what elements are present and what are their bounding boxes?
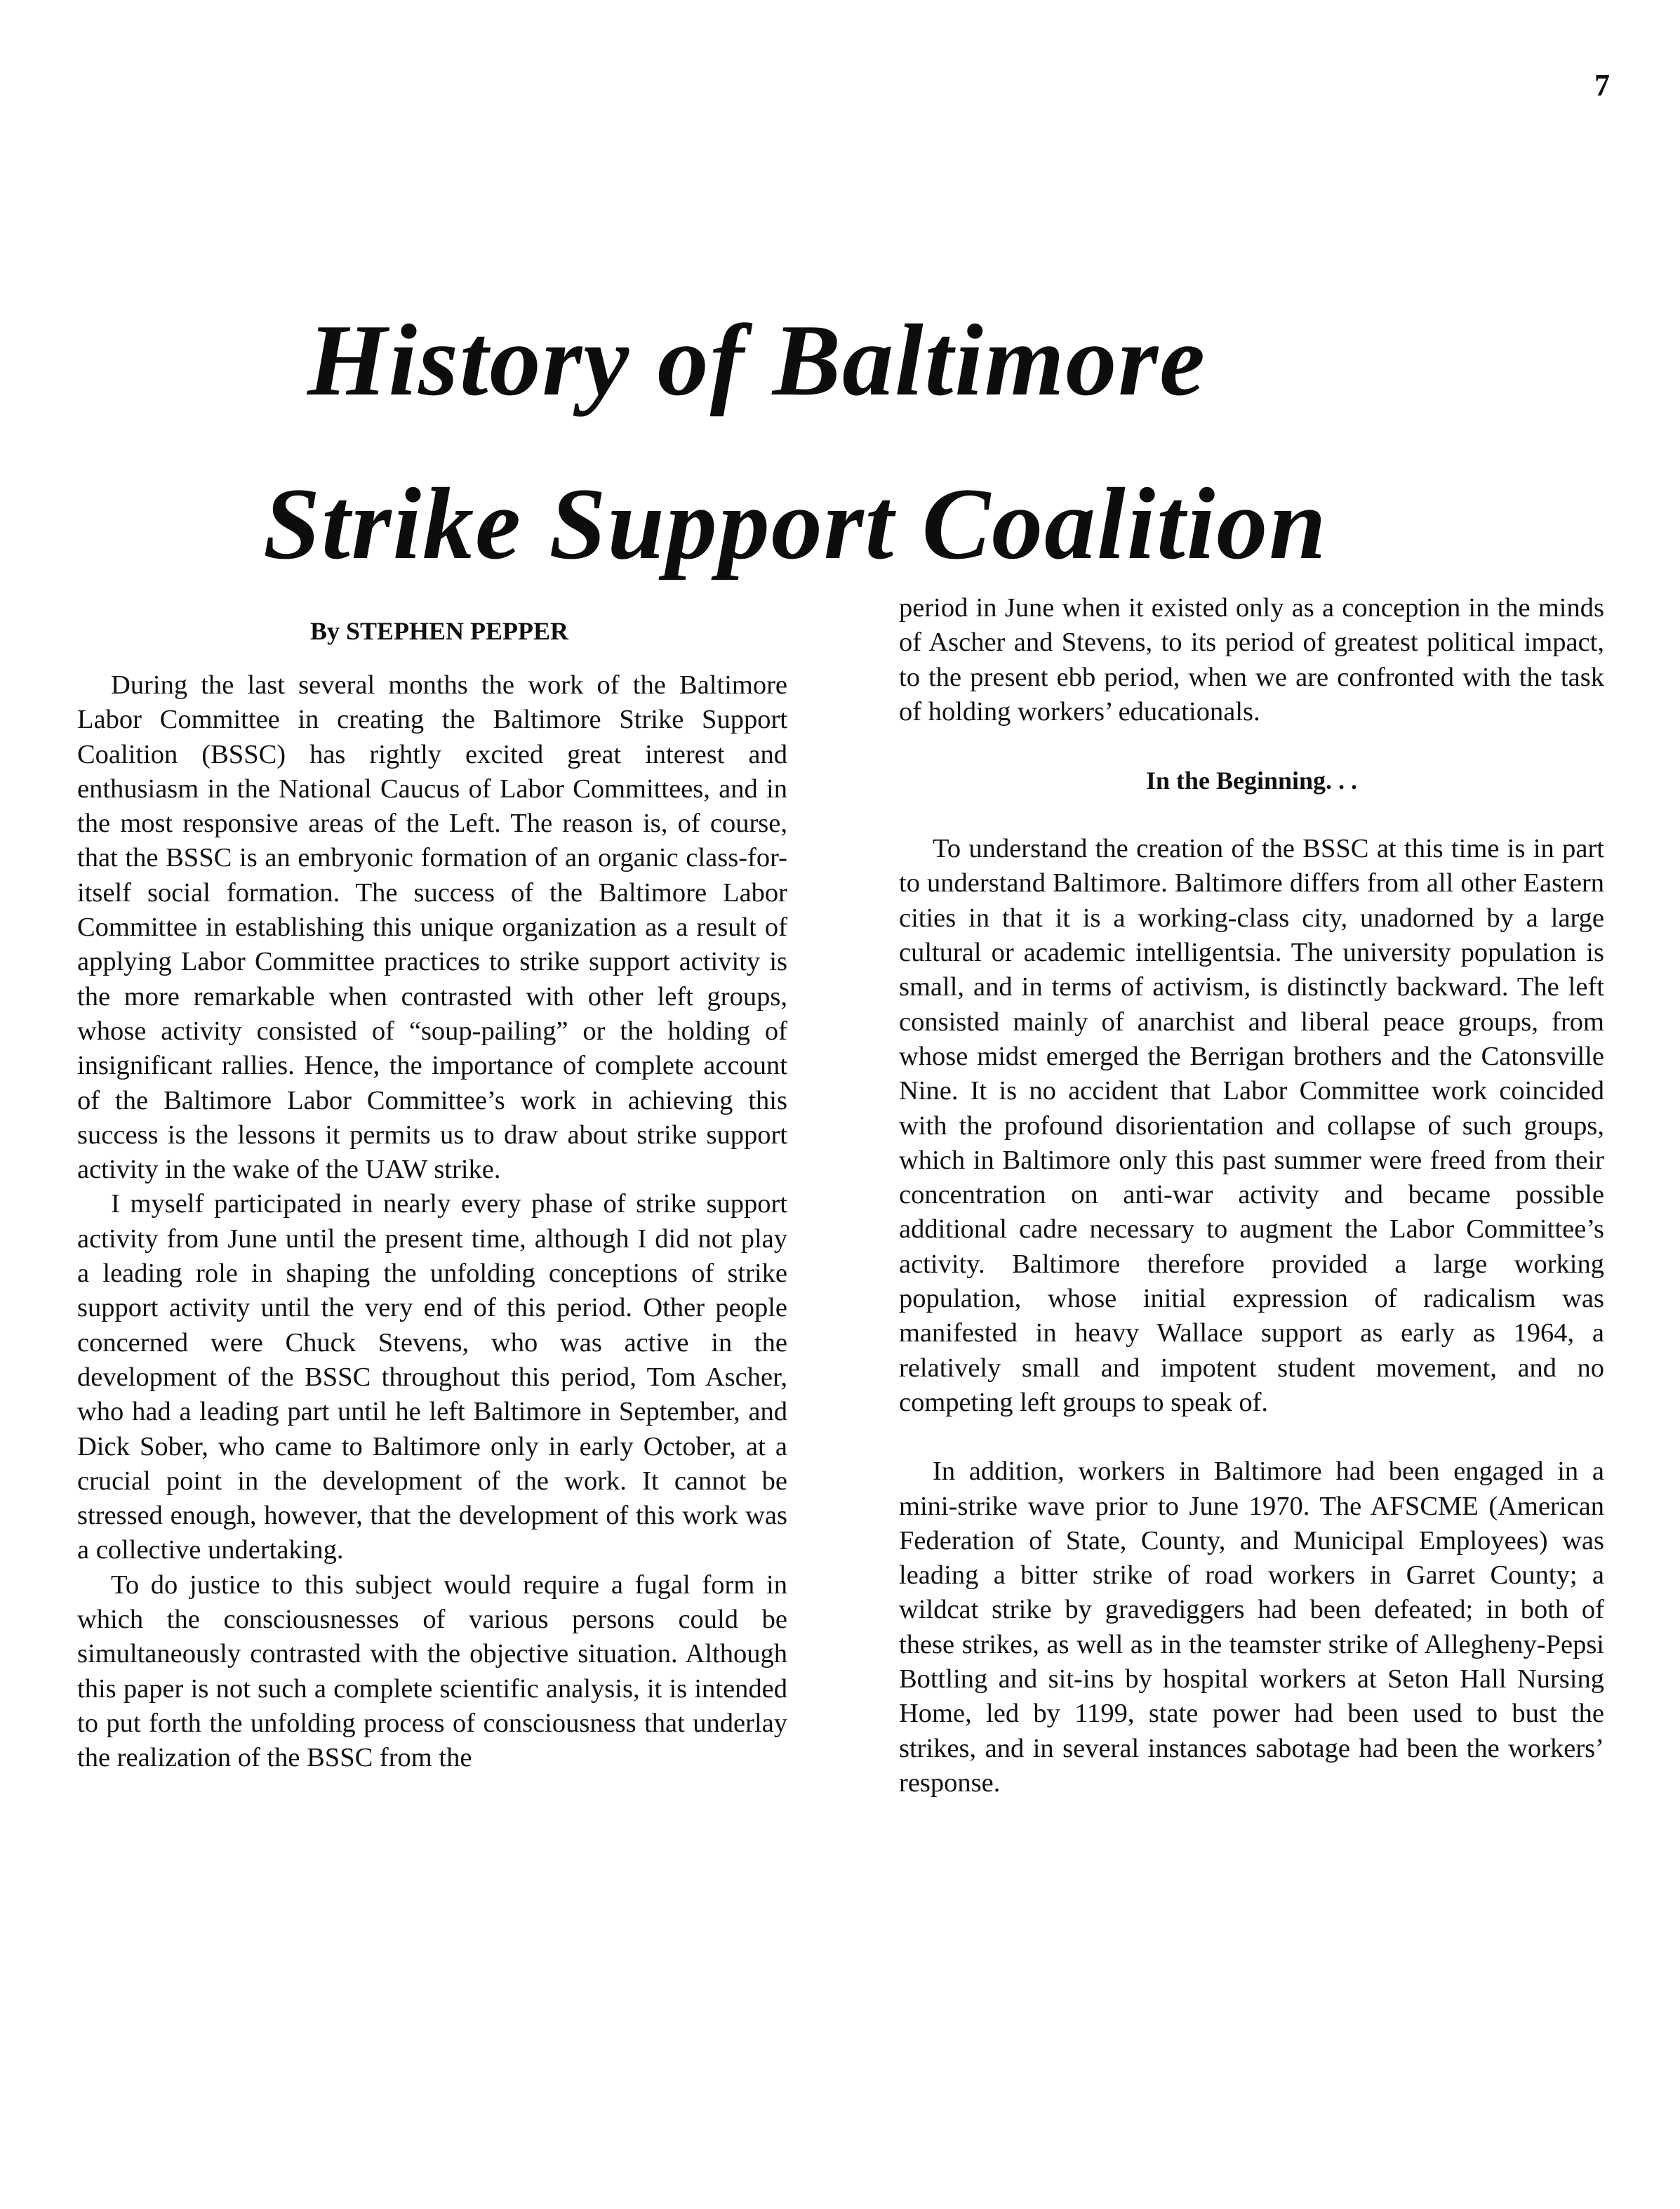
paragraph-continuation: period in June when it existed only as a conception in the minds of Ascher and Stevens, to its period of greatest political impact, to the present ebb period, when we are confronted with the task of holding workers’ educationals.	[899, 593, 1604, 727]
article-title-line-1: History of Baltimore	[307, 303, 1206, 417]
section-heading: In the Beginning. . .	[1145, 767, 1358, 795]
paragraph: During the last several months the work of the Baltimore Labor Committee in creating the Baltimore Strike Support Coalition (BSSC) has rightly excited great interest and enthusiasm in the National Caucus of Labor Committees, and in the most responsive areas of the Left. The reason is, of course, that the BSSC is an embryonic formation of an organic class-for-itself social formation. The success of the Baltimore Labor Committee in establishing this unique organization as a result of applying Labor Committee practices to strike support activity is the more remarkable when contrasted with other left groups, whose activity consisted of “soup-pailing” or the holding of insignificant rallies. Hence, the importance of complete account of the Baltimore Labor Committee’s work in achieving this success is the lessons it permits us to draw about strike support activity in the wake of the UAW strike.	[77, 670, 787, 1185]
paragraph: In addition, workers in Baltimore had been engaged in a mini-strike wave prior to June 1970. The AFSCME (American Federation of State, County, and Municipal Employees) was leading a bitter strike of road workers in Garret County; a wildcat strike by gravediggers had been defeated; in both of these strikes, as well as in the teamster strike of Allegheny-Pepsi Bottling and sit-ins by hospital workers at Seton Hall Nursing Home, led by 1199, state power had been used to bust the strikes, and in several instances sabotage had been the workers’ response.	[899, 1457, 1604, 1798]
article-title-line-2: Strike Support Coalition	[263, 466, 1328, 581]
right-column	[899, 591, 1604, 1800]
paragraph: I myself participated in nearly every phase of strike support activity from June until the present time, although I did not play a leading role in shaping the unfolding conceptions of strike support activity until the very end of this period. Other people concerned were Chuck Stevens, who was active in the development of the BSSC throughout this period, Tom Ascher, who had a leading part until he left Baltimore in September, and Dick Sober, who came to Baltimore only in early October, at a crucial point in the development of the work. It cannot be stressed enough, however, that the development of this work was a collective undertaking.	[77, 1189, 787, 1565]
byline: By STEPHEN PEPPER	[309, 617, 569, 645]
left-column	[77, 613, 787, 1776]
paragraph: To do justice to this subject would require a fugal form in which the consciousnesses of various persons could be simultaneously contrasted with the objective situation. Although this paper is not such a complete scientific analysis, it is intended to put forth the unfolding process of consciousness that underlay the realization of the BSSC from the	[77, 1570, 787, 1773]
paragraph: To understand the creation of the BSSC at this time is in part to understand Baltimore. Baltimore differs from all other Eastern cities in that it is a working-class city, unadorned by a large cultural or academic intelligentsia. The university population is small, and in terms of activism, is distinctly backward. The left consisted mainly of anarchist and liberal peace groups, from whose midst emerged the Berrigan brothers and the Catonsville Nine. It is no accident that Labor Committee work coincided with the profound disorientation and collapse of such groups, which in Baltimore only this past summer were freed from their concentration on anti-war activity and became possible additional cadre necessary to augment the Labor Committee’s activity. Baltimore therefore provided a large working population, whose initial expression of radicalism was manifested in heavy Wallace support as early as 1964, a relatively small and impotent student movement, and no competing left groups to speak of.	[899, 834, 1604, 1417]
page-number: 7	[1594, 68, 1610, 102]
paragraph-gap	[899, 1420, 1604, 1454]
